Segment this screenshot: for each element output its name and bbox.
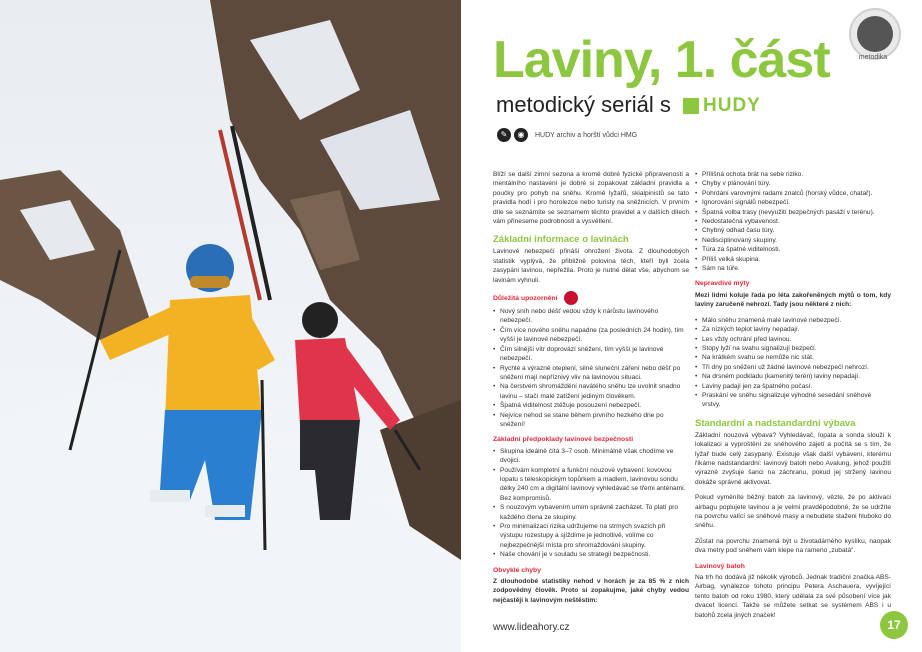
equipment-paragraph-1: Základní nouzová výbava? Vyhledávač, lopata a sonda slouží k lokalizaci a vyproštění ze sněhového zajetí a počítá se s tím, že lyžař bude celý zasypaný. Existuje však další vybavení, kterému říkáme nadstandardní: lavinový batoh nebo Avalung, jehož použití výrazně zvyšuje šanci na záchranu, pokud jej stržený lavinou dokáže správně aktivovat. [695,431,891,486]
list-item: • Laviny padají jen za špatného počasí. [695,382,891,391]
avalanche-bag-paragraph: Na trh ho dodává již několik výrobců. Jednak tradiční značka ABS-Airbag, vynálezce tohoto principu Petera Aschauera, vyvíjející tento batoh od roku 1980, který udělala za své působení více jak dvacet licencí. Takže se můžete setkat se systémem ABS i u batohů zcela jiných značek! [695,574,891,619]
list-item: • Naše chování je v souladu se strategií bezpečnosti. [493,550,689,559]
list-item: • Sám na túře. [695,264,891,273]
heading-avalanche-bag: Lavinový batoh [695,562,745,570]
hudy-logo-icon [683,98,699,114]
list-item: • Čím více nového sněhu napadne (za posledních 24 hodin), tím vyšší je lavinové nebezpečí. [493,326,689,345]
compass-icon [849,8,901,60]
text-column-left [493,170,689,611]
list-item: • Pohrdání varovnými radami znalců (horský vůdce, chatař). [695,189,891,198]
intro-paragraph: Blíží se další zimní sezona a kromě dobré fyzické připravenosti a mentálního nastavení je dobré si zopakovat základní pravidla a poučky pro pohyb na sněhu. Kromě lyžařů, skialpinistů se tato pravidla hodí i pro horolezce nebo turisty na sněžnicích. V prvním díle se seznámíte se seznamem těchto pravidel a v dalších dílech vám přineseme podrobnosti a vysvětlení. [493,171,689,226]
list-item: • Stopy lyží na svahu signalizují bezpečí. [695,344,891,353]
credit-text: HUDY archiv a horští vůdci HMG [535,131,638,139]
warning-icon [564,291,578,305]
list-item: • Ignorování signálů nebezpečí. [695,198,891,207]
heading-important [493,291,689,305]
list-item: • Špatná volba trasy (nevyužití bezpečných pasáží v terénu). [695,208,891,217]
text-column-right [695,170,891,626]
list-item: • Skupina ideálně čítá 3–7 osob. Minimálně však chodíme ve dvojici. [493,447,689,466]
myths-list [695,316,891,410]
list-item: • Tři dny po sněžení už žádné lavinové nebezpečí nehrozí. [695,363,891,372]
article-page [461,0,922,652]
list-item: • Na drsném podkladu (kamenitý terén) laviny nepadají. [695,372,891,381]
important-list [493,307,689,429]
list-item: • Málo sněhu znamená malé lavinové nebezpečí. [695,316,891,325]
list-item: • Příliš velká skupina. [695,255,891,264]
list-item: • Přílišná ochota brát na sebe riziko. [695,170,891,179]
list-item: • Nedostatečná vybavenost. [695,217,891,226]
equipment-paragraph-3: Zůstat na povrchu znamená být u životadárného kyslíku, naopak dva metry pod sněhem vám klepe na rameno „zubatá“. [695,537,891,555]
list-item: • Praskání ve sněhu signalizuje výhodné sesedání sněhové vrstvy. [695,391,891,410]
myths-intro: Mezi lidmi koluje řada po léta zakořeněných mýtů o tom, kdy laviny zaručeně nehrozí. Tady jsou některé z nich: [695,291,891,309]
heading-myths: Nepravdivé mýty [695,280,750,288]
list-item: • Chybný odhad času túry. [695,226,891,235]
pen-icon: ✎ [497,128,511,142]
list-item: • Chyby v plánování túry. [695,179,891,188]
list-item: • Špatná viditelnost ztěžuje posouzení nebezpečí. [493,401,689,410]
list-item: • Túra za špatné viditelnosti. [695,245,891,254]
basic-paragraph: Lavinové nebezpečí přináší ohrožení života. Z dlouhodobých statistik vyplývá, že přibližně polovina těch, kteří byli zcela zasypáni lavinou, nepřežila. Proto je nutné dělat vše, abychom se lavinám vyhnuli. [493,248,689,284]
heading-important-text: Důležitá upozornění [493,294,558,302]
article-title: Laviny, 1. část [493,31,830,89]
article-subtitle: metodický seriál s [496,92,671,117]
list-item: • Pro minimalizaci rizika udržujeme na strmých svazích při výstupu rozestupy a sjíždíme je jednotlivě, volíme co nejbezpečnější místa pro shromaždování skupiny. [493,522,689,550]
hudy-logo [683,95,761,117]
hudy-logo-text: HUDY [703,95,761,116]
list-item: • Čím silnější vítr doprovází sněžení, tím vyšší je lavinové nebezpečí. [493,345,689,364]
list-item: • Nedisciplinovaný skupiny. [695,236,891,245]
photo-credit [497,128,637,142]
website-link[interactable]: www.lideahory.cz [493,622,570,633]
camera-icon: ◉ [514,128,528,142]
list-item: • Používám kompletní a funkční nouzové vybavení: kovovou lopatu s teleskopickým topůrkem a madlem, lavinovou sondu délky 240 cm a digitální lavinový vyhledávač se třemi anténami. Bez kompromisů. [493,466,689,504]
heading-common-errors: Obvyklé chyby [493,566,541,574]
prereq-list [493,447,689,560]
list-item: • Rychlé a výrazné oteplení, silné sluneční záření nebo déšť po sněžení mají nepříznivý vliv na lavinovou situaci. [493,364,689,383]
list-item: • Za nízkých teplot laviny nepadají. [695,325,891,334]
list-item: • S nouzovým vybavením umím správně zacházet. To platí pro každého člena ze skupiny. [493,503,689,522]
list-item: • Nový sníh nebo déšť vedou vždy k nárůstu lavinového nebezpečí. [493,307,689,326]
list-item: • Les vždy ochrání před lavinou. [695,335,891,344]
heading-prerequisites: Základní předpoklady lavinové bezpečnosti [493,436,634,444]
section-label: metodika [858,54,888,61]
heading-equipment: Standardní a nadstandardní výbava [695,417,856,429]
heading-basic-info: Základní informace o lavinách [493,234,629,246]
errors-list [695,170,891,273]
equipment-paragraph-2: Pokud vyměníte běžný batoh za lavinový, vězte, že po aktivaci airbagu poplujete lavinou a je velmi pravděpodobné, že se udržíte na povrchu valící se sněhové masy a nebudete staženi hluboko do sněhu. [695,494,891,530]
list-item: • Nejvíce nehod se stane během prvního hezkého dne po sněžení! [493,411,689,430]
list-item: • Na čerstvém shromáždění navátého sněhu lze uvolnit snadno lavinu – stačí malé zatížení jediným člověkem. [493,382,689,401]
errors-intro: Z dlouhodobé statistiky nehod v horách je za 85 % z nich zodpovědný člověk. Proto si zopakujme, jaké chyby vedou nejčastěji k lavinovým neštěstím: [493,578,689,604]
page-number: 17 [880,611,908,639]
list-item: • Na krátkém svahu se nemůže nic stát. [695,353,891,362]
